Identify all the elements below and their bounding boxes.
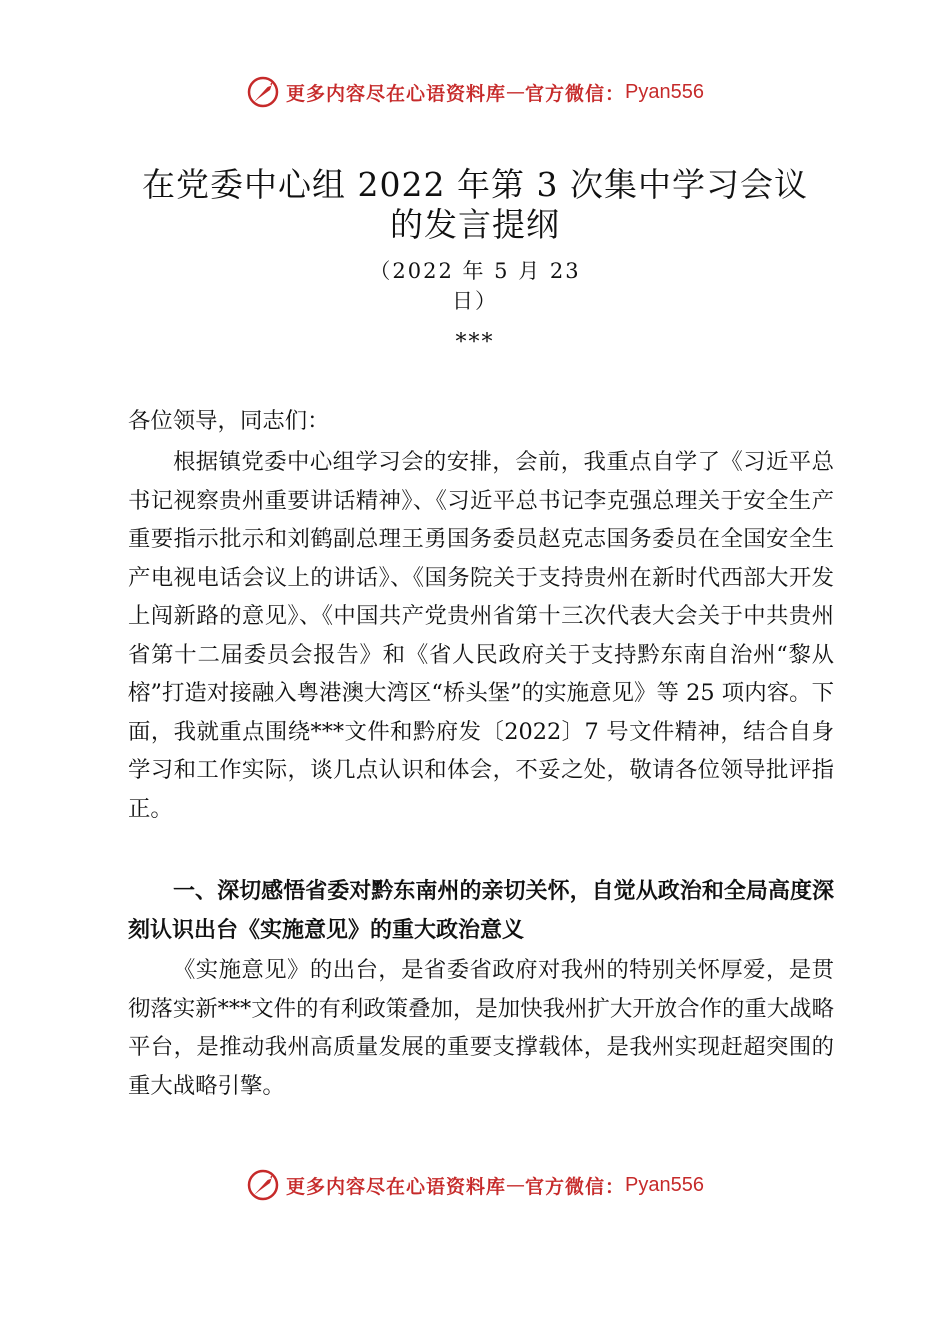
paragraph-intro: 根据镇党委中心组学习会的安排，会前，我重点自学了《习近平总书记视察贵州重要讲话精神》、《习近平总书记李克强总理关于安全生产重要指示批示和刘鹤副总理王勇国务委员赵克志国务委员在全国安全生产电视电话会议上的讲话》、《国务院关于支持贵州在新时代西部大开发上闯新路的意见》、《中国共产党贵州省第十三次代表大会关于中共贵州省第十二届委员会报告》和《省人民政府关于支持黔东南自治州“黎从榕”打造对接融入粤港澳大湾区“桥头堡”的实施意见》等 25 项内容。下面，我就重点围绕***文件和黔府发〔2022〕7 号文件精神，结合自身学习和工作实际，谈几点认识和体会，不妥之处，敬请各位领导批评指正。	[128, 449, 834, 822]
salutation: 各位领导，同志们：	[128, 408, 330, 434]
quill-seal-icon	[246, 75, 280, 109]
document-title: 在党委中心组 2022 年第 3 次集中学习会议的发言提纲	[142, 165, 808, 244]
quill-seal-icon	[246, 1168, 280, 1202]
header-watermark	[0, 72, 950, 112]
watermark-text: 更多内容尽在心语资料库	[286, 82, 507, 105]
watermark-separator: —	[506, 81, 526, 103]
document-author: ***	[455, 330, 495, 355]
footer-watermark	[0, 1165, 950, 1205]
watermark-separator: —	[506, 1174, 526, 1196]
watermark-wechat-label: 官方微信：	[525, 82, 626, 105]
watermark-text: 更多内容尽在心语资料库	[286, 1175, 507, 1198]
watermark-wechat-id: Pyan556	[625, 1173, 704, 1196]
document-date: （2022 年 5 月 23 日）	[369, 259, 581, 313]
watermark-wechat-id: Pyan556	[625, 80, 704, 103]
paragraph-section-1: 《实施意见》的出台，是省委省政府对我州的特别关怀厚爱，是贯彻落实新***文件的有利政策叠加，是加快我州扩大开放合作的重大战略平台，是推动我州高质量发展的重要支撑载体，是我州实现赶超突围的重大战略引擎。	[128, 957, 834, 1099]
watermark-wechat-label: 官方微信：	[525, 1175, 626, 1198]
section-heading-1: 一、深切感悟省委对黔东南州的亲切关怀，自觉从政治和全局高度深刻认识出台《实施意见》的重大政治意义	[128, 879, 834, 943]
